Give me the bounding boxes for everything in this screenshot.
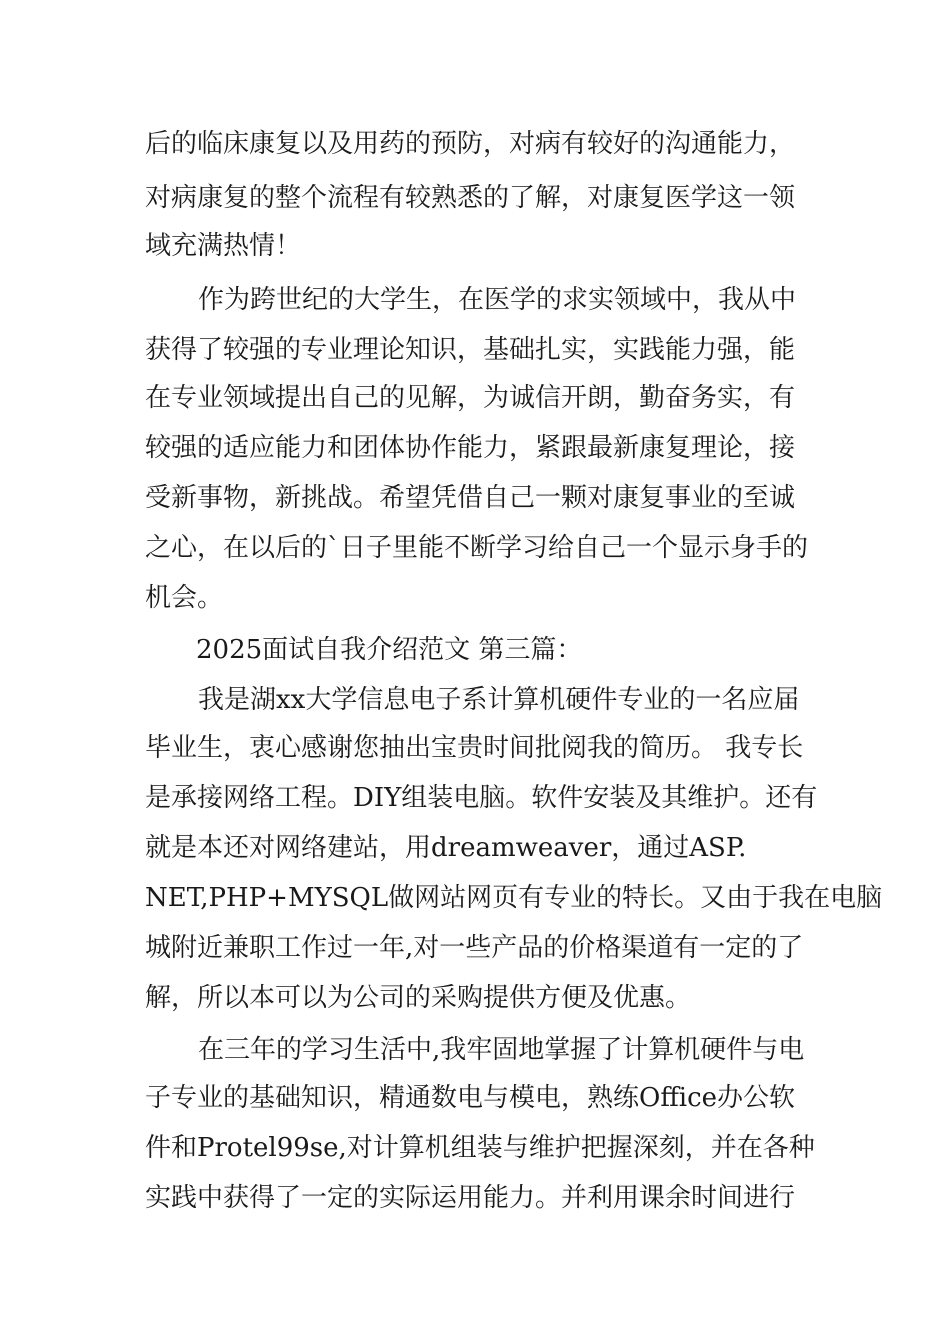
text-line: 毕业生，衷心感谢您抽出宝贵时间批阅我的简历。 我专长	[145, 733, 804, 763]
text-line: 实践中获得了一定的实际运用能力。并利用课余时间进行	[145, 1183, 796, 1213]
text-line: 就是本还对网络建站，用dreamweaver，通过ASP.	[145, 833, 747, 863]
text-line: 是承接网络工程。DIY组装电脑。软件安装及其维护。还有	[145, 783, 818, 813]
text-line: 获得了较强的专业理论知识，基础扎实，实践能力强，能	[145, 335, 796, 365]
text-line: 受新事物，新挑战。希望凭借自己一颗对康复事业的至诚	[145, 483, 796, 513]
paragraph-start-line: 我是湖xx大学信息电子系计算机硬件专业的一名应届	[198, 685, 800, 715]
text-line: 后的临床康复以及用药的预防，对病有较好的沟通能力，	[145, 129, 796, 159]
text-line: 对病康复的整个流程有较熟悉的了解，对康复医学这一领	[145, 183, 796, 213]
section-heading: 2025面试自我介绍范文 第三篇：	[196, 635, 583, 665]
text-line: 机会。	[145, 583, 224, 613]
text-line: 件和Protel99se,对计算机组装与维护把握深刻，并在各种	[145, 1133, 815, 1163]
text-line: 子专业的基础知识，精通数电与模电，熟练Office办公软	[145, 1083, 796, 1113]
text-line: 之心，在以后的`日子里能不断学习给自己一个显示身手的	[145, 533, 809, 563]
text-line: 域充满热情！	[145, 231, 302, 261]
text-line: 较强的适应能力和团体协作能力，紧跟最新康复理论，接	[145, 433, 796, 463]
paragraph-start-line: 作为跨世纪的大学生，在医学的求实领域中，我从中	[198, 285, 797, 315]
paragraph-start-line: 在三年的学习生活中,我牢固地掌握了计算机硬件与电	[198, 1035, 805, 1065]
text-line: 在专业领域提出自己的见解，为诚信开朗，勤奋务实，有	[145, 383, 796, 413]
text-line: 城附近兼职工作过一年,对一些产品的价格渠道有一定的了	[145, 933, 804, 963]
text-line: NET,PHP+MYSQL做网站网页有专业的特长。又由于我在电脑	[145, 883, 883, 913]
text-line: 解，所以本可以为公司的采购提供方便及优惠。	[145, 983, 692, 1013]
